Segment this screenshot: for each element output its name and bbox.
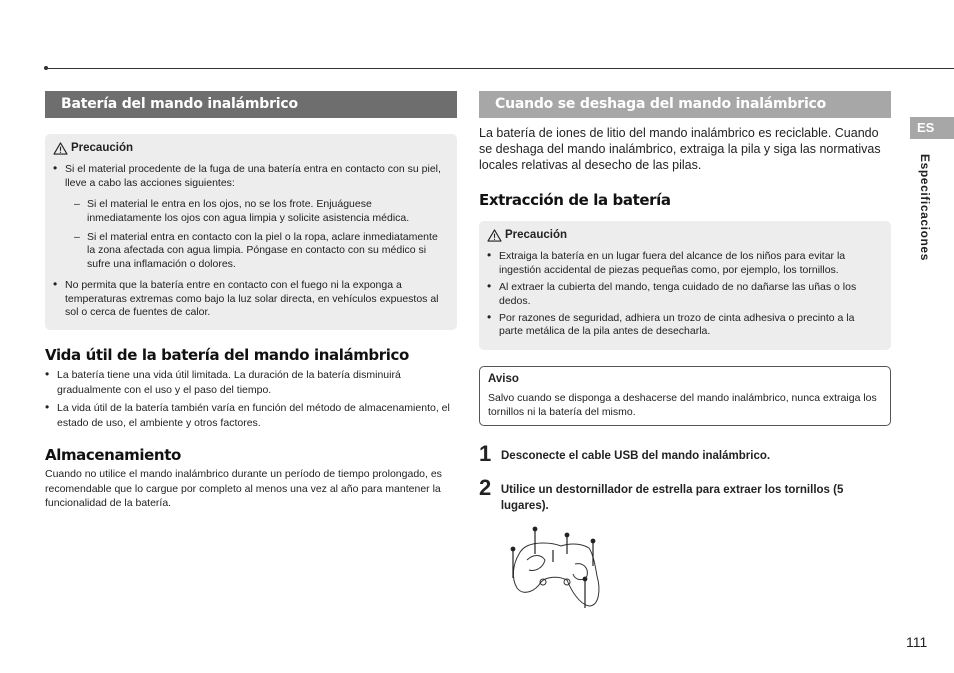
- caution-item: • Al extraer la cubierta del mando, tenga cuidado de no dañarse las uñas o los dedos.: [487, 281, 881, 308]
- aviso-box: [479, 366, 891, 426]
- step-number: 1: [479, 441, 492, 467]
- step-text: Desconecte el cable USB del mando inalámbrico.: [501, 450, 771, 463]
- vida-util-list: [45, 368, 457, 430]
- language-tab-es: ES: [910, 117, 954, 139]
- caution-subitem: – Si el material le entra en los ojos, no se los frote. Enjuáguese inmediatamente los ojos con agua limpia y solicite asistencia médica.: [65, 198, 447, 225]
- list-item: • La batería tiene una vida útil limitada. La duración de la batería disminuirá gradualmente con el uso y el paso del tiempo.: [45, 368, 457, 397]
- caution-title: Precaución: [487, 229, 881, 242]
- warning-triangle-icon: [487, 229, 502, 242]
- list-item: • La vida útil de la batería también varía en función del método de almacenamiento, el estado de uso, el ambiente y otros factores.: [45, 401, 457, 430]
- caution-item: • No permita que la batería entre en contacto con el fuego ni la exponga a temperaturas extremas como bajo la luz solar directa, en vehículos expuestos al sol o cerca de fuentes de calor.: [53, 279, 447, 319]
- left-column: [45, 91, 457, 511]
- page-number: 111: [906, 634, 928, 650]
- top-rule: [46, 68, 954, 69]
- heading-vida-util: Vida útil de la batería del mando inalámbrico: [45, 346, 409, 365]
- step-1: [479, 441, 891, 467]
- controller-screws-illustration: [505, 520, 605, 616]
- step-number: 2: [479, 475, 492, 501]
- top-rule-dot: [44, 66, 48, 70]
- step-2: [479, 475, 891, 514]
- heading-almacenamiento: Almacenamiento: [45, 446, 181, 465]
- caution-box-left: [45, 134, 457, 330]
- right-column: [479, 91, 891, 616]
- caution-item: • Extraiga la batería en un lugar fuera del alcance de los niños para evitar la ingestión accidental de piezas pequeñas como, por ejemplo, los tornillos.: [487, 250, 881, 277]
- caution-box-right: [479, 221, 891, 350]
- warning-triangle-icon: [53, 142, 68, 155]
- step-text: Utilice un destornillador de estrella para extraer los tornillos (5 lugares).: [500, 484, 844, 513]
- aviso-text: Salvo cuando se disponga a deshacerse del mando inalámbrico, nunca extraiga los tornillos ni la batería del mismo.: [488, 392, 877, 418]
- almacenamiento-text: Cuando no utilice el mando inalámbrico durante un período de tiempo prolongado, es recomendable que lo cargue por completo al menos una vez al año para mantener la funcionalidad de la batería.: [45, 468, 442, 510]
- side-section-label: Especificaciones: [918, 154, 932, 261]
- caution-list-left: [53, 163, 447, 319]
- aviso-title: Aviso: [488, 372, 519, 385]
- section-header-bateria: Batería del mando inalámbrico: [45, 91, 457, 118]
- caution-list-right: [487, 250, 881, 338]
- caution-item: • Si el material procedente de la fuga de una batería entra en contacto con su piel, lleve a cabo las acciones siguientes: – Si el material le entra en los ojos, no se los frote. Enjuáguese inmediatamente los ojos con agua limpia y solicite asistencia médica. – Si el material entra en contacto con la piel o la ropa, aclare inmediatamente la zona afectada con agua limpia. Póngase en contacto con su médico si sufre una inflamación o dolores.: [53, 163, 447, 271]
- caution-title: Precaución: [53, 142, 447, 155]
- caution-sublist: [65, 198, 447, 271]
- section-header-deshaga: Cuando se deshaga del mando inalámbrico: [479, 91, 891, 118]
- caution-subitem: – Si el material entra en contacto con la piel o la ropa, aclare inmediatamente la zona afectada con agua limpia. Póngase en contacto con su médico si sufre una inflamación o dolores.: [65, 231, 447, 271]
- caution-item: • Por razones de seguridad, adhiera un trozo de cinta adhesiva o precinto a la parte metálica de la pila antes de desecharla.: [487, 312, 881, 339]
- intro-text: La batería de iones de litio del mando inalámbrico es reciclable. Cuando se deshaga del mando inalámbrico, extraiga la pila y siga las normativas locales relativas al desecho de las pilas.: [479, 126, 881, 172]
- heading-extraccion: Extracción de la batería: [479, 191, 671, 209]
